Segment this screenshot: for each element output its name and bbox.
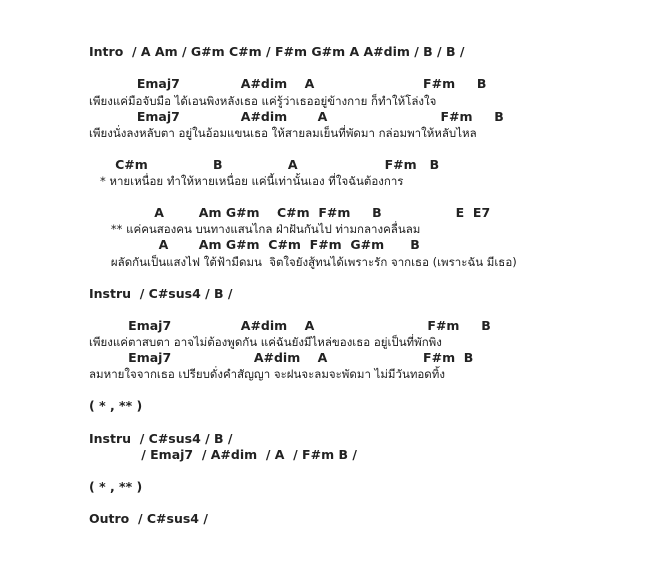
intro-line: Intro / A Am / G#m C#m / F#m G#m A A#dim / B / B /	[89, 44, 465, 59]
chorus2-chords-line2: A Am G#m C#m F#m G#m B	[89, 237, 420, 252]
repeat-line2: ( * , ** )	[89, 479, 143, 494]
verse1-chords-line2: Emaj7 A#dim A F#m B	[89, 109, 504, 124]
chorus1-chords-line1: C#m B A F#m B	[89, 157, 440, 172]
chorus2-lyric-line1: ** แค่คนสองคน บนทางแสนไกล ฝ่าฝันกันไป ท่ามกลางคลื่นลม	[89, 222, 421, 236]
instru1-line: Instru / C#sus4 / B /	[89, 286, 233, 301]
outro-line: Outro / C#sus4 /	[89, 511, 208, 526]
repeat-line1: ( * , ** )	[89, 398, 143, 413]
instru2-line1: Instru / C#sus4 / B /	[89, 431, 233, 446]
verse1-lyric-line2: เพียงนั่งลงหลับตา อยู่ในอ้อมแขนเธอ ให้สายลมเย็นที่พัดมา กล่อมพาให้หลับไหล	[89, 126, 477, 140]
verse2-lyric-line1: เพียงแค่ตาสบตา อาจไม่ต้องพูดกัน แค่ฉันยังมีไหล่ของเธอ อยู่เป็นที่พักพิง	[89, 335, 442, 349]
verse1-lyric-line1: เพียงแค่มือจับมือ ได้เอนพิงหลังเธอ แค่รู้ว่าเธออยู่ข้างกาย ก็ทำให้โล่งใจ	[89, 94, 437, 108]
instru2-line2: / Emaj7 / A#dim / A / F#m B /	[89, 447, 357, 462]
chorus2-chords-line1: A Am G#m C#m F#m B E E7	[89, 205, 491, 220]
verse1-chords-line1: Emaj7 A#dim A F#m B	[89, 76, 487, 91]
verse2-chords-line2: Emaj7 A#dim A F#m B	[89, 350, 474, 365]
chorus1-lyric-line1: * หายเหนื่อย ทำให้หายเหนื่อย แค่นี้เท่านั้นเอง ที่ใจฉันต้องการ	[89, 174, 404, 188]
verse2-lyric-line2: ลมหายใจจากเธอ เปรียบดั่งคำสัญญา จะฝนจะลมจะพัดมา ไม่มีวันทอดทิ้ง	[89, 367, 445, 381]
chorus2-lyric-line2: ผลัดกันเป็นแสงไฟ ใต้ฟ้ามืดมน จิตใจยังสู้ทนได้เพราะรัก จากเธอ (เพราะฉัน มีเธอ)	[89, 255, 517, 269]
verse2-chords-line1: Emaj7 A#dim A F#m B	[89, 318, 491, 333]
